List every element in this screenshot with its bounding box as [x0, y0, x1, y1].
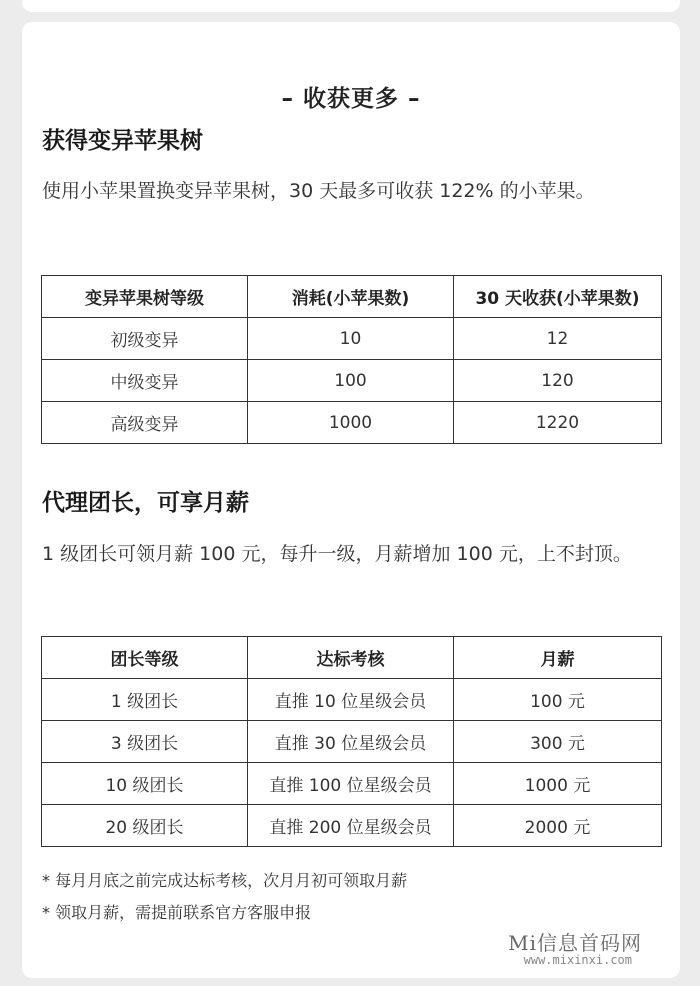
table-header-row [42, 637, 662, 679]
table-cell: 高级变异 [42, 402, 248, 444]
mutant-tree-table [41, 275, 662, 444]
previous-card [22, 0, 680, 12]
table-cell: 1000 元 [454, 763, 662, 805]
table-cell: 直推 10 位星级会员 [248, 679, 454, 721]
footnote: * 每月月底之前完成达标考核，次月月初可领取月薪 [42, 871, 408, 890]
table-cell: 12 [454, 318, 662, 360]
table-row [42, 402, 662, 444]
table-cell: 300 元 [454, 721, 662, 763]
table-cell: 2000 元 [454, 805, 662, 847]
table-cell: 直推 100 位星级会员 [248, 763, 454, 805]
table-row [42, 679, 662, 721]
table-cell: 10 级团长 [42, 763, 248, 805]
table-row [42, 721, 662, 763]
column-header: 消耗(小苹果数) [248, 276, 454, 318]
table-cell: 中级变异 [42, 360, 248, 402]
leader-salary-table [41, 636, 662, 847]
table-cell: 120 [454, 360, 662, 402]
column-header: 变异苹果树等级 [42, 276, 248, 318]
table-cell: 直推 200 位星级会员 [248, 805, 454, 847]
table-cell: 3 级团长 [42, 721, 248, 763]
table-row [42, 763, 662, 805]
table-cell: 直推 30 位星级会员 [248, 721, 454, 763]
column-header: 月薪 [454, 637, 662, 679]
watermark-url: www.mixinxi.com [523, 953, 632, 967]
table-cell: 1220 [454, 402, 662, 444]
watermark-logo-text: Mi信息首码网 [508, 931, 642, 955]
agent-leader-title: 代理团长，可享月薪 [42, 490, 249, 516]
mutant-tree-title: 获得变异苹果树 [42, 128, 203, 154]
column-header: 团长等级 [42, 637, 248, 679]
table-row [42, 318, 662, 360]
table-cell: 100 元 [454, 679, 662, 721]
footnote: * 领取月薪，需提前联系官方客服申报 [42, 903, 312, 922]
mutant-tree-description: 使用小苹果置换变异苹果树，30 天最多可收获 122% 的小苹果。 [42, 180, 595, 202]
section-heading: – 收获更多 – [281, 86, 421, 112]
table-cell: 初级变异 [42, 318, 248, 360]
table-row [42, 805, 662, 847]
table-cell: 1 级团长 [42, 679, 248, 721]
table-header-row [42, 276, 662, 318]
content-card [22, 22, 680, 978]
table-cell: 1000 [248, 402, 454, 444]
column-header: 达标考核 [248, 637, 454, 679]
table-cell: 20 级团长 [42, 805, 248, 847]
table-cell: 100 [248, 360, 454, 402]
table-cell: 10 [248, 318, 454, 360]
column-header: 30 天收获(小苹果数) [454, 276, 662, 318]
table-row [42, 360, 662, 402]
agent-leader-description: 1 级团长可领月薪 100 元，每升一级，月薪增加 100 元，上不封顶。 [42, 543, 632, 565]
